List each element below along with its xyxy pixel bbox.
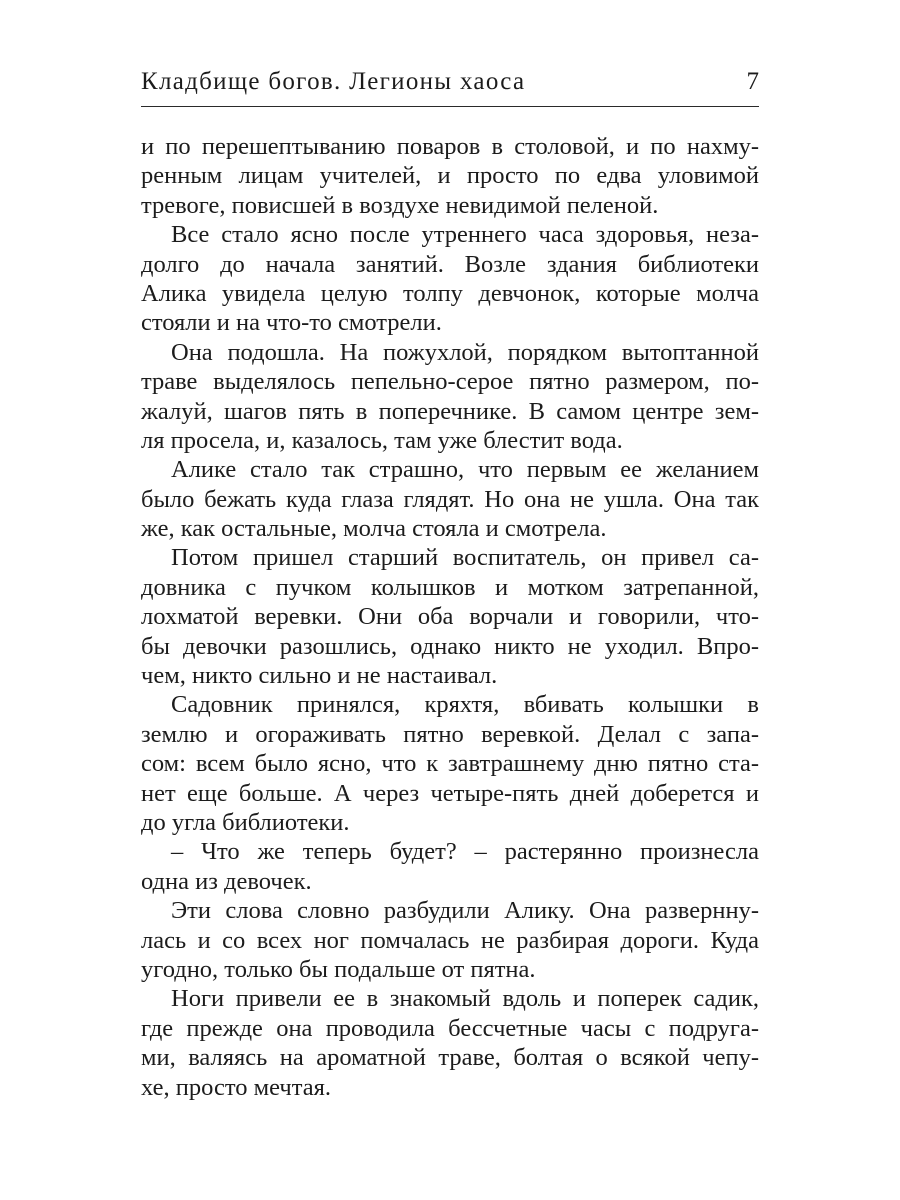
text-line: где прежде она проводила бессчетные часы с подруга- — [141, 1014, 759, 1042]
running-title: Кладбище богов. Легионы хаоса — [141, 68, 526, 95]
text-line: угодно, только бы подальше от пятна. — [141, 955, 536, 983]
text-line: ренным лицам учителей, и просто по едва уловимой — [141, 162, 759, 190]
text-line: тревоге, повисшей в воздухе невидимой пеленой. — [141, 191, 659, 219]
text-line: Алика увидела целую толпу девчонок, которые молча — [141, 279, 759, 307]
text-line: довника с пучком колышков и мотком затрепанной, — [141, 573, 759, 601]
text-line: траве выделялось пепельно-серое пятно размером, по- — [141, 368, 759, 396]
text-line: чем, никто сильно и не настаивал. — [141, 662, 498, 690]
text-line: до угла библиотеки. — [141, 808, 350, 836]
text-line: сом: всем было ясно, что к завтрашнему дню пятно ста- — [141, 750, 759, 778]
page-number: 7 — [746, 68, 759, 95]
text-line: ля просела, и, казалось, там уже блестит вода. — [141, 426, 623, 454]
running-head — [141, 66, 759, 107]
text-line: ми, валяясь на ароматной траве, болтая о всякой чепу- — [141, 1044, 759, 1072]
text-line: Садовник принялся, кряхтя, вбивать колышки в — [171, 691, 759, 719]
text-line: было бежать куда глаза глядят. Но она не ушла. Она так — [141, 485, 759, 513]
text-line: лась и со всех ног помчалась не разбирая дороги. Куда — [141, 926, 759, 954]
text-line: одна из девочек. — [141, 867, 312, 895]
text-line: нет еще больше. А через четыре-пять дней доберется и — [141, 779, 759, 807]
text-line: жалуй, шагов пять в поперечнике. В самом центре зем- — [141, 397, 759, 425]
text-line: и по перешептыванию поваров в столовой, и по нахму- — [141, 133, 759, 160]
text-line: Ноги привели ее в знакомый вдоль и поперек садик, — [171, 985, 759, 1013]
text-line: хе, просто мечтая. — [141, 1073, 331, 1101]
text-line: бы девочки разошлись, однако никто не уходил. Впро- — [141, 632, 759, 660]
text-line: же, как остальные, молча стояла и смотрела. — [141, 515, 607, 543]
text-line: Потом пришел старший воспитатель, он привел са- — [171, 544, 759, 572]
text-line: Она подошла. На пожухлой, порядком вытоптанной — [171, 338, 759, 366]
text-line: стояли и на что-то смотрели. — [141, 309, 442, 337]
text-line: – Что же теперь будет? – растерянно произнесла — [171, 838, 759, 866]
text-line: долго до начала занятий. Возле здания библиотеки — [141, 250, 759, 278]
text-line: Все стало ясно после утреннего часа здоровья, неза- — [171, 221, 759, 249]
text-line: лохматой веревки. Они оба ворчали и говорили, что- — [141, 603, 759, 631]
text-line: Эти слова словно разбудили Алику. Она развернну- — [171, 897, 759, 925]
text-line: землю и огораживать пятно веревкой. Делал с запа- — [141, 720, 759, 748]
body-text — [141, 132, 759, 1102]
text-line: Алике стало так страшно, что первым ее желанием — [171, 456, 759, 484]
